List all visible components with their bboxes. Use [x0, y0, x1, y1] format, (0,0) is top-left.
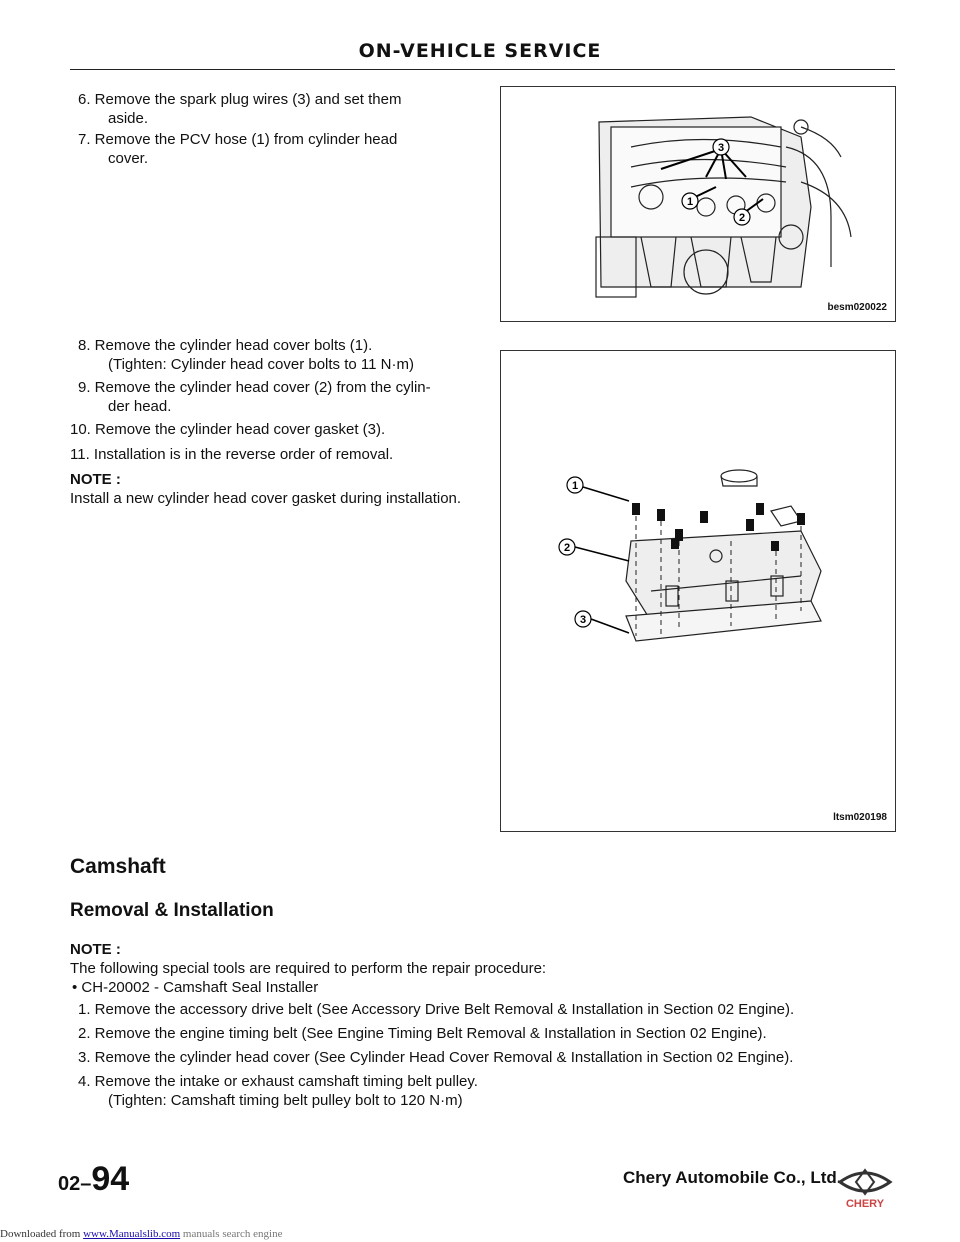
figure-engine-top: [500, 86, 896, 322]
step-text: 10. Remove the cylinder head cover gasket (3).: [70, 421, 386, 438]
svg-text:3: 3: [717, 142, 725, 154]
page-prefix: 02–: [58, 1173, 92, 1195]
subsection-title: Removal & Installation: [70, 900, 274, 921]
note-block: [70, 470, 465, 508]
step-continuation: (Tighten: Camshaft timing belt pulley bolt to 120 N·m): [108, 1092, 463, 1109]
step-continuation: der head.: [108, 398, 172, 415]
step-text: 8. Remove the cylinder head cover bolts (1).: [78, 337, 373, 354]
step-7: [78, 130, 468, 168]
page-number-value: 94: [91, 1160, 130, 1198]
figure-head-cover: [500, 350, 896, 832]
note-text: The following special tools are required to perform the repair procedure:: [70, 960, 547, 977]
figure-id: besm020022: [827, 302, 887, 313]
step-text: 7. Remove the PCV hose (1) from cylinder head: [78, 131, 398, 148]
header-rule: [70, 69, 895, 70]
step-continuation: cover.: [108, 150, 149, 167]
steps-group-c: [78, 1000, 908, 1110]
chery-logo-icon: [832, 1160, 898, 1210]
engine-illustration: [501, 87, 895, 321]
step-continuation: aside.: [108, 110, 149, 127]
note-label: NOTE :: [70, 941, 121, 958]
step-2: [78, 1024, 908, 1043]
chery-logo: [832, 1160, 898, 1210]
step-text: 9. Remove the cylinder head cover (2) from the cylin-: [78, 379, 431, 396]
bullet-icon: •: [72, 979, 82, 996]
tool-list-item: [70, 978, 900, 997]
step-text: 3. Remove the cylinder head cover (See Cylinder Head Cover Removal & Installation in Section 02 Engine).: [78, 1049, 794, 1066]
note-block-2: [70, 940, 900, 997]
step-text: 1. Remove the accessory drive belt (See Accessory Drive Belt Removal & Installation in Section 02 Engine).: [78, 1001, 795, 1018]
tool-name: CH-20002 - Camshaft Seal Installer: [81, 979, 319, 996]
step-10: [70, 420, 465, 439]
svg-text:1: 1: [571, 480, 579, 492]
callout-2: [734, 209, 750, 225]
section-title: Camshaft: [70, 855, 166, 878]
steps-group-b: [70, 336, 465, 464]
step-3: [78, 1048, 908, 1067]
svg-text:3: 3: [579, 614, 587, 626]
svg-text:CHERY: CHERY: [845, 1198, 885, 1210]
steps-group-a: [78, 90, 468, 168]
page-header-title: ON-VEHICLE SERVICE: [358, 40, 602, 62]
svg-text:2: 2: [563, 542, 571, 554]
callout-3: [713, 139, 729, 155]
page-number: [58, 1160, 129, 1199]
note-text: Install a new cylinder head cover gasket during installation.: [70, 490, 462, 507]
download-prefix: Downloaded from: [0, 1228, 81, 1240]
step-4: [78, 1072, 908, 1110]
callout-1: [567, 477, 583, 493]
step-continuation: (Tighten: Cylinder head cover bolts to 11 N·m): [108, 356, 414, 373]
step-text: 11. Installation is in the reverse order of removal.: [70, 446, 394, 463]
step-9: [70, 378, 465, 416]
step-1: [78, 1000, 908, 1019]
download-source-bar: [0, 1228, 282, 1240]
step-8: [70, 336, 465, 374]
step-text: 2. Remove the engine timing belt (See Engine Timing Belt Removal & Installation in Section 02 Engine).: [78, 1025, 767, 1042]
head-cover-illustration: [501, 351, 895, 831]
step-6: [78, 90, 468, 128]
callout-2: [559, 539, 575, 555]
figure-id: ltsm020198: [833, 812, 887, 823]
callout-3: [575, 611, 591, 627]
company-name: Chery Automobile Co., Ltd.: [623, 1168, 842, 1187]
step-text: 6. Remove the spark plug wires (3) and set them: [78, 91, 402, 108]
svg-text:2: 2: [738, 212, 746, 224]
step-text: 4. Remove the intake or exhaust camshaft timing belt pulley.: [78, 1073, 478, 1090]
download-suffix: manuals search engine: [182, 1228, 283, 1240]
callout-1: [682, 193, 698, 209]
step-11: [70, 445, 465, 464]
manualslib-link[interactable]: www.Manualslib.com: [83, 1228, 181, 1240]
svg-text:1: 1: [686, 196, 694, 208]
note-label: NOTE :: [70, 471, 121, 488]
